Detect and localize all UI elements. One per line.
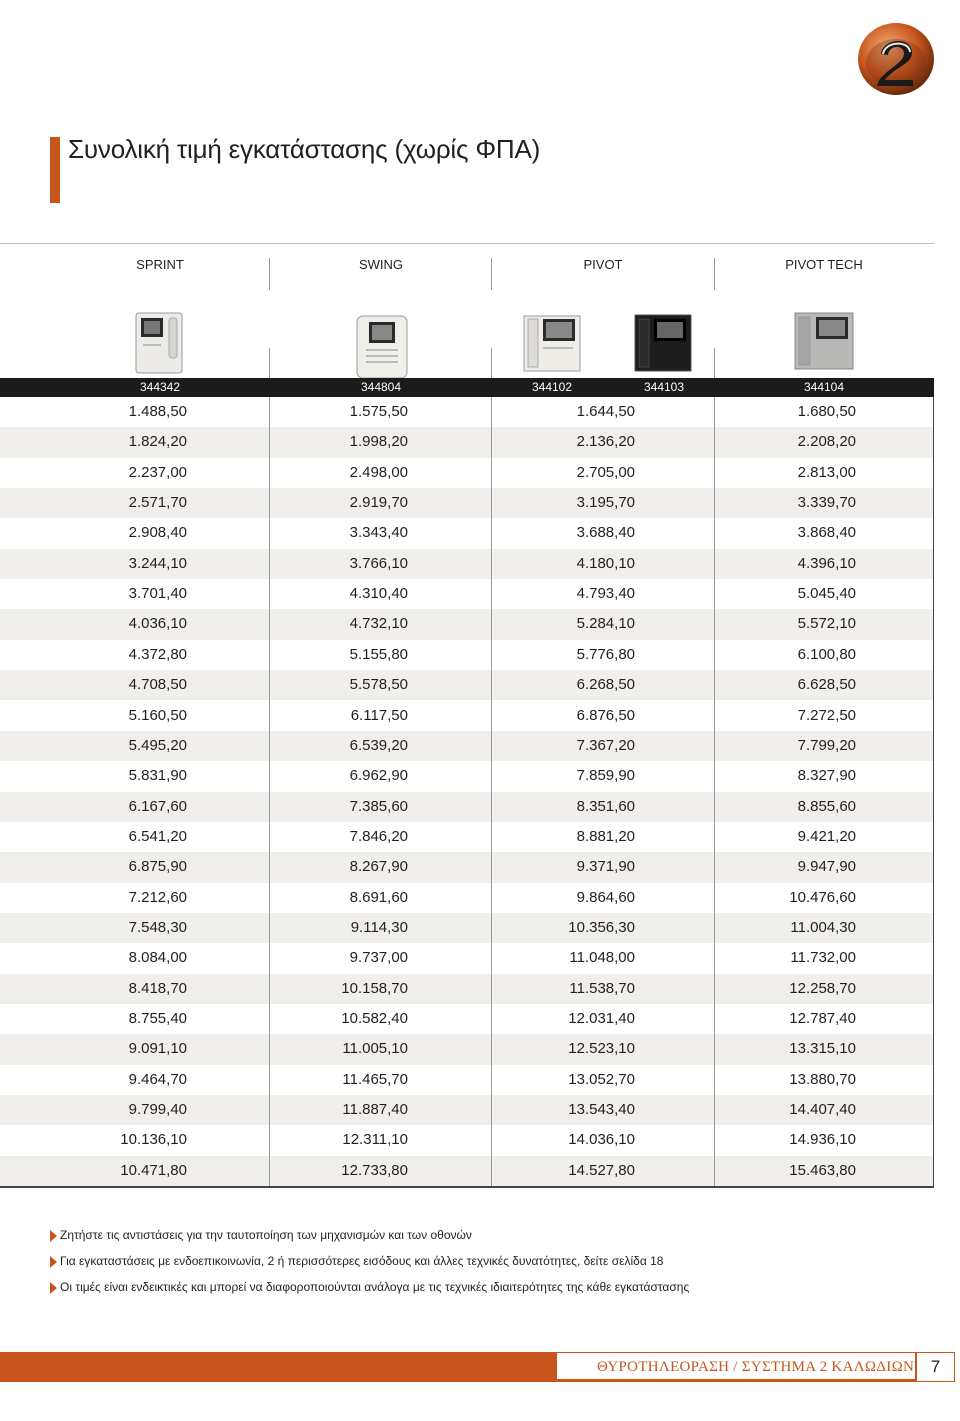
price-cell: 11.887,40: [342, 1101, 408, 1119]
price-cell: 4.793,40: [576, 585, 635, 603]
product-code: 344103: [643, 380, 685, 394]
price-cell: 3.339,70: [797, 494, 856, 512]
price-cell: 7.385,60: [349, 797, 408, 815]
price-cell: 1.488,50: [128, 403, 187, 420]
price-cell: 9.947,90: [797, 858, 856, 876]
price-cell: 15.463,80: [789, 1161, 856, 1179]
price-cell: 3.244,10: [128, 554, 187, 572]
header-divider: [0, 243, 934, 244]
column-separator: [714, 397, 715, 1186]
price-cell: 5.160,50: [128, 706, 187, 724]
price-cell: 13.315,10: [789, 1040, 856, 1058]
price-cell: 2.208,20: [797, 433, 856, 451]
price-cell: 2.919,70: [349, 494, 408, 512]
price-cell: 14.527,80: [568, 1161, 635, 1179]
price-cell: 6.876,50: [576, 706, 635, 724]
price-cell: 9.864,60: [576, 888, 635, 906]
price-cell: 3.688,40: [576, 524, 635, 542]
price-cell: 13.880,70: [789, 1070, 856, 1088]
price-cell: 10.136,10: [120, 1131, 187, 1149]
product-code: 344104: [803, 380, 845, 394]
header-separator: [491, 348, 492, 378]
price-cell: 4.708,50: [128, 676, 187, 694]
price-cell: 14.407,40: [789, 1101, 856, 1119]
arrow-bullet-icon: [50, 1230, 57, 1242]
price-cell: 6.117,50: [350, 706, 408, 724]
header-separator: [491, 258, 492, 290]
price-cell: 9.737,00: [349, 949, 408, 967]
price-cell: 2.813,00: [797, 463, 856, 481]
price-cell: 5.776,80: [576, 645, 635, 663]
pivot-black-monitor-image: [634, 314, 692, 372]
price-cell: 1.575,50: [349, 403, 408, 420]
price-cell: 2.237,00: [128, 463, 187, 481]
brand-header-pivot: PIVOT: [583, 257, 623, 272]
price-cell: 9.091,10: [128, 1040, 187, 1058]
price-cell: 5.831,90: [128, 767, 187, 785]
note-text: Για εγκαταστάσεις με ενδοεπικοινωνία, 2 ή περισσότερες εισόδους και άλλες τεχνικές δυνατότητες, δείτε σελίδα 18: [60, 1254, 664, 1268]
price-cell: 10.476,60: [789, 888, 856, 906]
header-separator: [714, 348, 715, 378]
price-cell: 7.548,30: [128, 918, 187, 936]
price-cell: 8.351,60: [576, 797, 635, 815]
price-cell: 11.004,30: [790, 918, 856, 936]
price-cell: 7.367,20: [576, 736, 635, 754]
price-cell: 12.031,40: [568, 1010, 635, 1027]
price-cell: 5.155,80: [349, 645, 408, 663]
price-cell: 13.052,70: [568, 1070, 635, 1088]
price-cell: 10.356,30: [568, 918, 635, 936]
price-cell: 12.733,80: [341, 1161, 408, 1179]
swing-monitor-image: [356, 315, 408, 379]
price-cell: 13.543,40: [568, 1101, 635, 1119]
price-cell: 4.732,10: [349, 615, 408, 633]
price-cell: 10.471,80: [120, 1161, 187, 1179]
footer-section-title: ΘΥΡΟΤΗΛΕΟΡΑΣΗ / ΣΥΣΤΗΜΑ 2 ΚΑΛΩΔΙΩΝ: [597, 1359, 915, 1375]
price-cell: 7.272,50: [797, 706, 856, 724]
price-cell: 11.732,00: [790, 949, 856, 967]
price-cell: 9.799,40: [128, 1101, 187, 1119]
column-separator: [269, 397, 270, 1186]
price-cell: 7.212,60: [128, 888, 187, 906]
price-cell: 8.084,00: [128, 949, 187, 967]
price-cell: 1.998,20: [349, 433, 408, 451]
price-cell: 4.310,40: [349, 585, 408, 603]
price-cell: 11.005,10: [342, 1040, 408, 1058]
header-separator: [269, 348, 270, 378]
price-cell: 5.495,20: [128, 736, 187, 754]
brand-header-swing: SWING: [358, 257, 404, 272]
sprint-monitor-image: [135, 312, 183, 374]
header-separator: [714, 258, 715, 290]
product-code: 344342: [139, 380, 181, 394]
price-cell: 5.284,10: [576, 615, 635, 633]
price-cell: 7.859,90: [576, 767, 635, 785]
price-cell: 11.048,00: [569, 949, 635, 967]
price-cell: 4.372,80: [128, 645, 187, 663]
title-accent-bar: [50, 137, 60, 203]
price-cell: 3.195,70: [576, 494, 635, 512]
price-cell: 12.523,10: [568, 1040, 635, 1058]
price-cell: 8.881,20: [576, 827, 635, 845]
pivot-white-monitor-image: [523, 315, 581, 372]
price-cell: 6.268,50: [576, 676, 635, 694]
price-cell: 4.396,10: [797, 554, 856, 572]
price-cell: 10.582,40: [341, 1010, 408, 1027]
price-cell: 6.539,20: [349, 736, 408, 754]
product-code: 344102: [531, 380, 573, 394]
price-cell: 12.787,40: [789, 1010, 856, 1027]
price-cell: 8.691,60: [349, 888, 408, 906]
price-cell: 6.628,50: [797, 676, 856, 694]
note-text: Οι τιμές είναι ενδεικτικές και μπορεί να διαφοροποιούνται ανάλογα με τις τεχνικές ιδιαιτερότητες της κάθε εγκατάστασης: [60, 1280, 690, 1294]
price-cell: 3.868,40: [797, 524, 856, 542]
price-cell: 3.701,40: [128, 585, 187, 603]
price-cell: 4.180,10: [576, 554, 635, 572]
price-cell: 2.571,70: [128, 494, 187, 512]
column-separator: [491, 397, 492, 1186]
price-cell: 9.464,70: [128, 1070, 187, 1088]
price-cell: 3.766,10: [349, 554, 408, 572]
price-cell: 8.855,60: [797, 797, 856, 815]
price-cell: 14.936,10: [789, 1131, 856, 1149]
note-item: [50, 1228, 472, 1242]
price-cell: 5.572,10: [797, 615, 856, 633]
price-cell: 9.114,30: [350, 918, 408, 936]
header-separator: [269, 258, 270, 290]
price-cell: 8.418,70: [128, 979, 187, 997]
price-cell: 8.267,90: [349, 858, 408, 876]
price-cell: 4.036,10: [128, 615, 187, 633]
price-cell: 12.258,70: [789, 979, 856, 997]
price-cell: 9.421,20: [797, 827, 856, 845]
arrow-bullet-icon: [50, 1256, 57, 1268]
brand-header-sprint: SPRINT: [136, 257, 184, 272]
price-cell: 5.578,50: [349, 676, 408, 694]
note-text: Ζητήστε τις αντιστάσεις για την ταυτοποίηση των μηχανισμών και των οθονών: [60, 1228, 472, 1242]
pivot-tech-monitor-image: [794, 312, 854, 370]
page-number: 7: [916, 1352, 955, 1382]
price-cell: 6.100,80: [797, 645, 856, 663]
price-cell: 2.498,00: [349, 463, 408, 481]
price-cell: 14.036,10: [568, 1131, 635, 1149]
price-cell: 6.167,60: [128, 797, 187, 815]
price-cell: 9.371,90: [576, 858, 635, 876]
price-cell: 11.538,70: [569, 979, 635, 997]
price-cell: 6.962,90: [349, 767, 408, 785]
price-cell: 5.045,40: [797, 585, 856, 603]
price-cell: 7.846,20: [349, 827, 408, 845]
product-code: 344804: [360, 380, 402, 394]
price-cell: 11.465,70: [342, 1070, 408, 1088]
price-cell: 2.136,20: [576, 433, 635, 451]
price-table-frame: [0, 397, 934, 1188]
arrow-bullet-icon: [50, 1282, 57, 1294]
price-cell: 7.799,20: [797, 736, 856, 754]
brand-header-pivot-tech: PIVOT TECH: [785, 257, 863, 272]
price-cell: 8.327,90: [797, 767, 856, 785]
price-cell: 2.908,40: [128, 524, 187, 542]
price-cell: 6.541,20: [128, 827, 187, 845]
note-item: [50, 1280, 689, 1294]
note-item: [50, 1254, 663, 1268]
price-cell: 12.311,10: [342, 1131, 408, 1149]
two-wire-logo-icon: [855, 18, 937, 100]
page-title: Συνολική τιμή εγκατάστασης (χωρίς ΦΠΑ): [68, 134, 541, 164]
price-cell: 1.824,20: [128, 433, 187, 451]
price-cell: 2.705,00: [576, 463, 635, 481]
price-cell: 10.158,70: [341, 979, 408, 997]
price-cell: 6.875,90: [128, 858, 187, 876]
price-cell: 1.644,50: [576, 403, 635, 420]
price-cell: 3.343,40: [349, 524, 408, 542]
price-cell: 1.680,50: [797, 403, 856, 420]
price-cell: 8.755,40: [128, 1010, 187, 1027]
